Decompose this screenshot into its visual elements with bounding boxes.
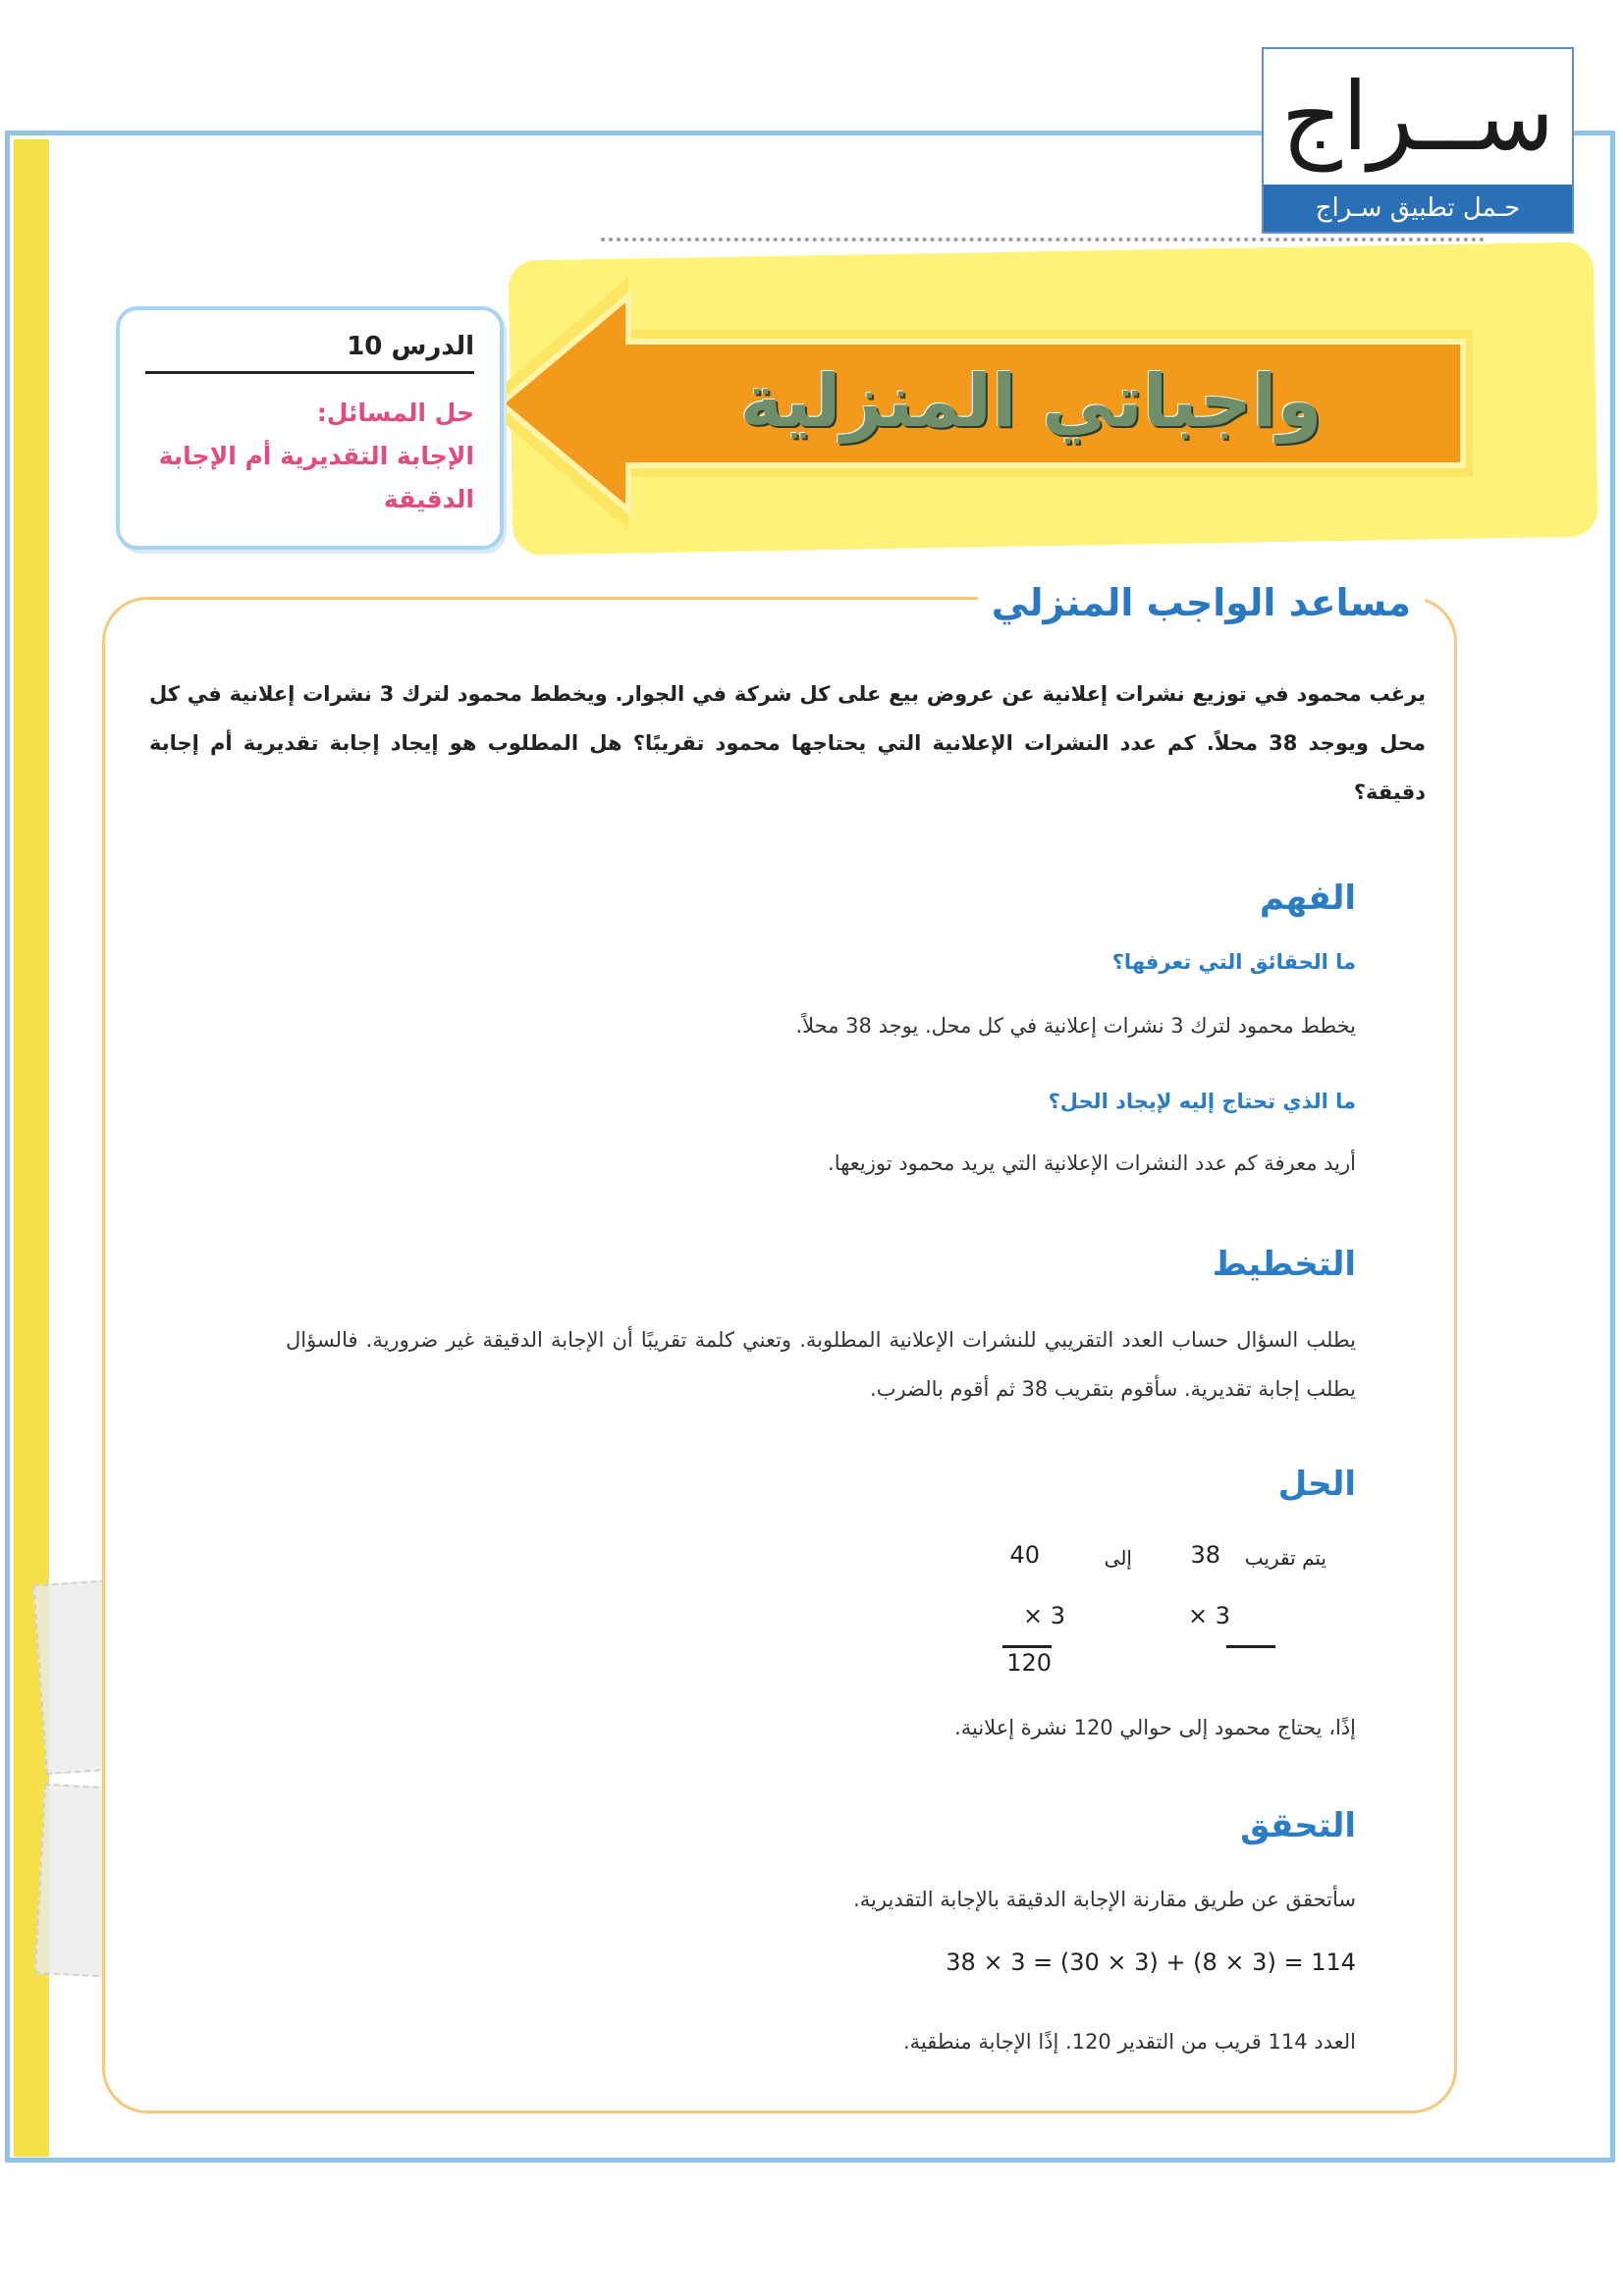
logo-word: ســراج bbox=[1280, 62, 1555, 172]
round-to-value: 40 bbox=[1009, 1541, 1040, 1569]
plan-heading: التخطيط bbox=[1212, 1245, 1356, 1284]
round-label: يتم تقريب bbox=[1244, 1546, 1326, 1570]
lesson-card bbox=[116, 306, 504, 550]
lesson-topic-line-1: حل المسائل: bbox=[316, 399, 474, 427]
siraj-logo[interactable] bbox=[1262, 47, 1574, 234]
lesson-topic-line-3: الدقيقة bbox=[383, 485, 474, 513]
solve-heading: الحل bbox=[1277, 1465, 1356, 1504]
check-heading: التحقق bbox=[1240, 1806, 1356, 1845]
dotted-divider bbox=[601, 238, 1485, 241]
lesson-topic-line-2: الإجابة التقديرية أم الإجابة bbox=[158, 442, 474, 470]
sum-line-right bbox=[1226, 1645, 1275, 1648]
understand-heading: الفهم bbox=[1260, 879, 1356, 918]
check-conclusion: العدد 114 قريب من التقدير 120. إذًا الإجابة منطقية. bbox=[902, 2030, 1356, 2054]
copyright-note bbox=[1520, 1590, 1538, 2061]
times-right: 3 × bbox=[1187, 1602, 1230, 1629]
round-from-value: 38 bbox=[1190, 1541, 1220, 1569]
lesson-topic bbox=[145, 392, 474, 521]
understand-answer-2: أريد معرفة كم عدد النشرات الإعلانية التي يريد محمود توزيعها. bbox=[828, 1151, 1356, 1175]
check-intro: سأتحقق عن طريق مقارنة الإجابة الدقيقة بالإجابة التقديرية. bbox=[853, 1888, 1356, 1911]
solve-conclusion: إذًا، يحتاج محمود إلى حوالي 120 نشرة إعلانية. bbox=[954, 1716, 1356, 1739]
banner-title: واجباتي المنزلية bbox=[739, 359, 1323, 444]
times-left: 3 × bbox=[1022, 1602, 1065, 1629]
round-to-label: إلى bbox=[1104, 1546, 1132, 1570]
plan-text: يطلب السؤال حساب العدد التقريبي للنشرات الإعلانية المطلوبة. وتعني كلمة تقريبًا أن الإجابة الدقيقة غير ضرورية. فالسؤال يطلب إجابة تقديرية. سأقوم بتقريب 38 ثم أقوم بالضرب. bbox=[286, 1328, 1356, 1401]
logo-tagline: حـمل تطبيق سـراج bbox=[1264, 185, 1572, 232]
product-value: 120 bbox=[1006, 1649, 1052, 1677]
problem-statement: يرغب محمود في توزيع نشرات إعلانية عن عروض بيع على كل شركة في الجوار. ويخطط محمود لترك 3 نشرات إعلانية في كل محل ويوجد 38 محلاً. كم عدد النشرات الإعلانية التي يحتاجها محمود تقريبًا؟ هل المطلوب هو إيجاد إجابة تقديرية أم إجابة دقيقة؟ bbox=[149, 682, 1426, 804]
sum-line-left bbox=[1002, 1645, 1052, 1648]
understand-answer-1: يخطط محمود لترك 3 نشرات إعلانية في كل محل. يوجد 38 محلاً. bbox=[795, 1014, 1356, 1038]
check-equation: 114 = (3 × 8) + (3 × 30) = 3 × 38 bbox=[946, 1949, 1356, 1976]
lesson-number: الدرس 10 bbox=[145, 332, 474, 374]
understand-question-1: ما الحقائق التي تعرفها؟ bbox=[1111, 950, 1356, 974]
homework-helper-heading: مساعد الواجب المنزلي bbox=[978, 581, 1425, 624]
understand-question-2: ما الذي تحتاج إليه لإيجاد الحل؟ bbox=[1048, 1090, 1356, 1113]
